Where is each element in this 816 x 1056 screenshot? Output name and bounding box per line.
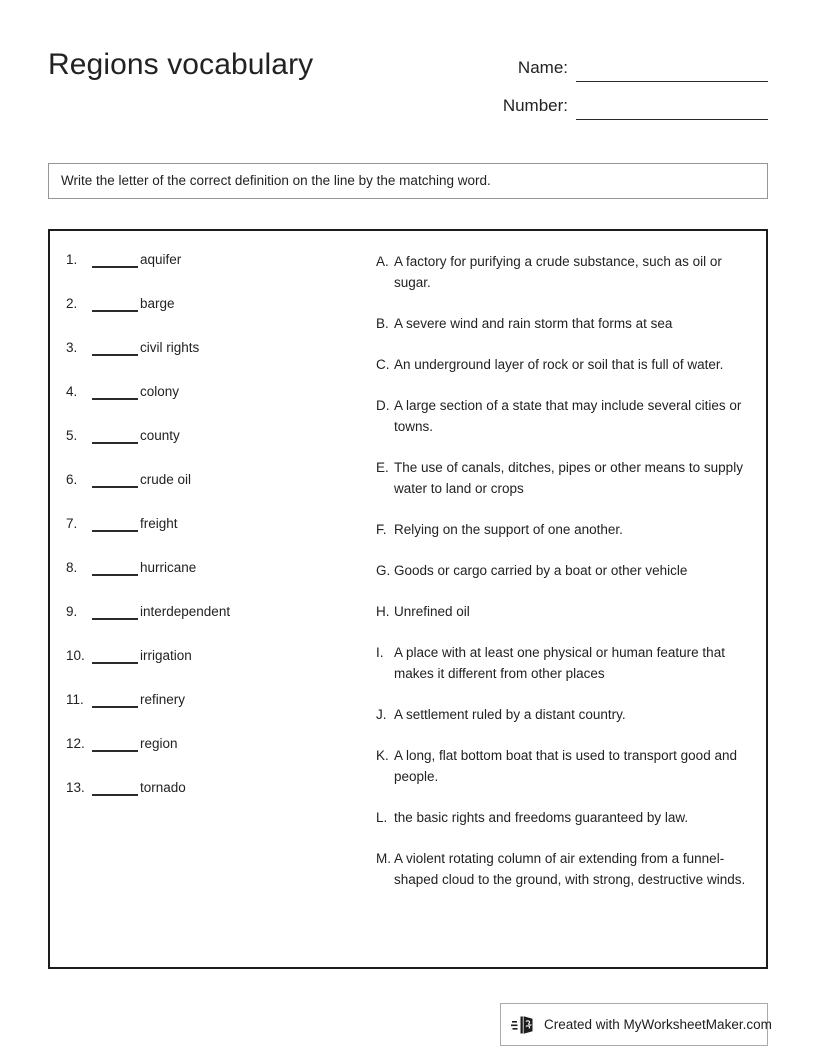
word-item (66, 647, 366, 691)
definition-item (376, 354, 756, 375)
definition-letter: D. (376, 398, 390, 413)
word-number: 10. (66, 648, 85, 663)
definition-letter: E. (376, 460, 389, 475)
answer-blank-line[interactable] (92, 471, 138, 488)
definition-letter: B. (376, 316, 389, 331)
definition-item (376, 251, 756, 293)
definition-letter: G. (376, 563, 391, 578)
word-item (66, 295, 366, 339)
answer-blank-line[interactable] (92, 603, 138, 620)
definition-text: A severe wind and rain storm that forms at sea (394, 316, 673, 331)
word-label: county (140, 428, 180, 443)
word-item (66, 515, 366, 559)
definition-letter: H. (376, 604, 390, 619)
name-field-row (478, 44, 768, 82)
number-label: Number: (502, 96, 568, 115)
word-label: civil rights (140, 340, 200, 355)
definition-item (376, 807, 756, 828)
definition-text: A place with at least one physical or human feature that makes it different from other places (394, 645, 725, 681)
word-number: 11. (66, 692, 84, 707)
definition-letter: F. (376, 522, 387, 537)
definition-item (376, 560, 756, 581)
word-number: 2. (66, 296, 78, 311)
definition-letter: A. (376, 254, 389, 269)
definition-text: the basic rights and freedoms guaranteed by law. (394, 810, 689, 825)
word-label: freight (140, 516, 178, 531)
word-item (66, 339, 366, 383)
answer-blank-line[interactable] (92, 691, 138, 708)
footer-attribution-badge[interactable] (500, 1003, 772, 1046)
definition-text: An underground layer of rock or soil that is full of water. (394, 357, 724, 372)
matching-exercise-box (48, 229, 768, 969)
name-input-line[interactable] (576, 57, 768, 82)
word-item (66, 779, 366, 823)
word-number: 7. (66, 516, 78, 531)
word-item (66, 691, 366, 735)
definition-letter: M. (376, 851, 391, 866)
definition-item (376, 313, 756, 334)
definition-item (376, 519, 756, 540)
answer-blank-line[interactable] (92, 251, 138, 268)
word-number: 12. (66, 736, 85, 751)
definition-item (376, 704, 756, 725)
definition-text: A large section of a state that may include several cities or towns. (394, 398, 742, 434)
word-label: interdependent (140, 604, 231, 619)
definition-letter: K. (376, 748, 389, 763)
word-item (66, 735, 366, 779)
word-item (66, 559, 366, 603)
definition-item (376, 395, 756, 437)
definition-text: Goods or cargo carried by a boat or other vehicle (394, 563, 688, 578)
word-item (66, 471, 366, 515)
definition-text: Relying on the support of one another. (394, 522, 623, 537)
word-item (66, 383, 366, 427)
answer-blank-line[interactable] (92, 647, 138, 664)
definition-letter: C. (376, 357, 390, 372)
word-label: hurricane (140, 560, 197, 575)
answer-blank-line[interactable] (92, 383, 138, 400)
answer-blank-line[interactable] (92, 515, 138, 532)
number-input-line[interactable] (576, 95, 768, 120)
word-number: 4. (66, 384, 78, 399)
answer-blank-line[interactable] (92, 295, 138, 312)
answer-blank-line[interactable] (92, 427, 138, 444)
definition-item (376, 457, 756, 499)
word-number: 1. (66, 252, 78, 267)
word-label: aquifer (140, 252, 182, 267)
word-label: barge (140, 296, 175, 311)
word-number: 9. (66, 604, 78, 619)
word-number: 13. (66, 780, 85, 795)
definition-text: A violent rotating column of air extending from a funnel-shaped cloud to the ground, with strong, destructive winds. (394, 851, 746, 887)
word-item (66, 251, 366, 295)
definition-letter: L. (376, 810, 388, 825)
worksheet-maker-logo-icon (511, 1013, 537, 1037)
word-number: 5. (66, 428, 78, 443)
word-number: 8. (66, 560, 78, 575)
instruction-text: Write the letter of the correct definition on the line by the matching word. (61, 173, 491, 188)
definition-item (376, 642, 756, 684)
word-item (66, 603, 366, 647)
answer-blank-line[interactable] (92, 339, 138, 356)
word-number: 3. (66, 340, 78, 355)
word-label: region (140, 736, 178, 751)
word-label: colony (140, 384, 180, 399)
definition-text: Unrefined oil (394, 604, 470, 619)
definition-item (376, 848, 756, 890)
definition-item (376, 745, 756, 787)
number-field-row (478, 82, 768, 120)
instruction-box (48, 163, 768, 199)
answer-blank-line[interactable] (92, 735, 138, 752)
footer-attribution-text: Created with MyWorksheetMaker.com (544, 1016, 772, 1032)
answer-blank-line[interactable] (92, 779, 138, 796)
word-list (66, 251, 366, 823)
definition-letter: J. (376, 707, 387, 722)
student-info-block (478, 44, 768, 120)
word-label: refinery (140, 692, 186, 707)
definition-text: A factory for purifying a crude substance, such as oil or sugar. (394, 254, 722, 290)
page-title: Regions vocabulary (48, 48, 314, 81)
definition-letter: I. (376, 645, 384, 660)
worksheet-header (48, 44, 768, 124)
definition-text: A long, flat bottom boat that is used to transport good and people. (394, 748, 737, 784)
word-label: crude oil (140, 472, 192, 487)
definition-text: A settlement ruled by a distant country. (394, 707, 626, 722)
definition-text: The use of canals, ditches, pipes or other means to supply water to land or crops (394, 460, 743, 496)
answer-blank-line[interactable] (92, 559, 138, 576)
definition-item (376, 601, 756, 622)
word-item (66, 427, 366, 471)
word-label: irrigation (140, 648, 192, 663)
word-label: tornado (140, 780, 186, 795)
definition-list (376, 251, 756, 910)
word-number: 6. (66, 472, 78, 487)
name-label: Name: (517, 58, 568, 77)
